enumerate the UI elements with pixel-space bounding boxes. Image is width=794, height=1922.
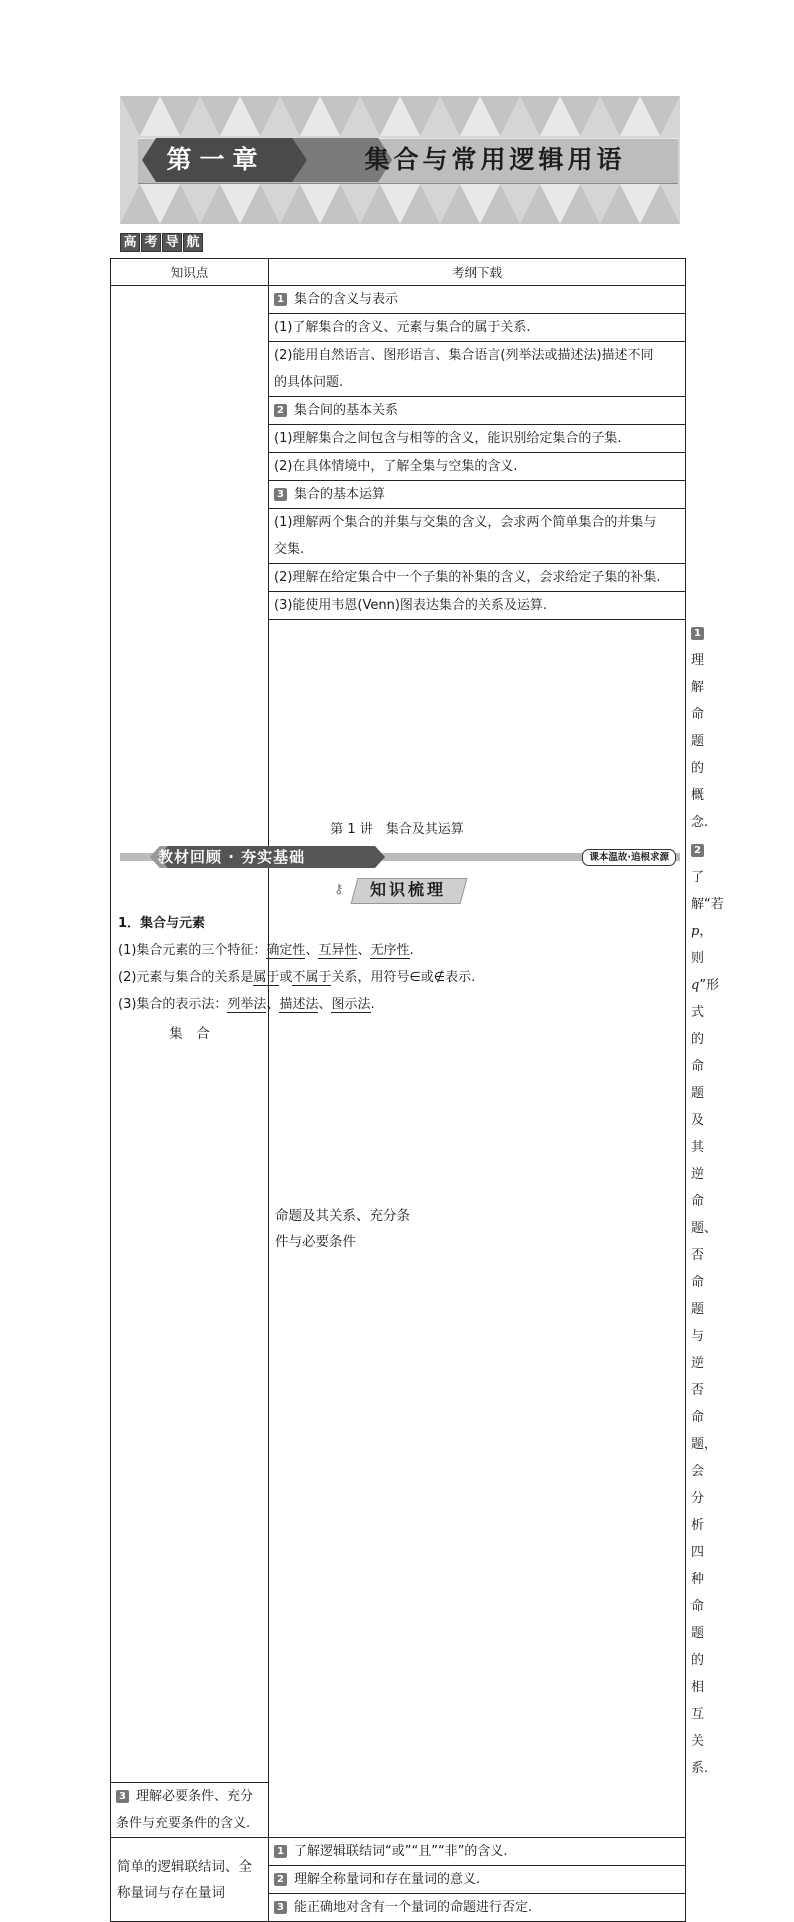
group-title-text: 集合的含义与表示: [294, 292, 399, 307]
syllabus-item: [269, 342, 686, 397]
answer-blank: 不属于: [292, 970, 332, 985]
number-badge: 2: [691, 844, 704, 857]
syllabus-item: (1)了解集合的含义、元素与集合的属于关系.: [269, 314, 686, 342]
topic-line: 件与必要条件: [275, 1233, 356, 1250]
item-text: 理解全称量词和存在量词的意义.: [294, 1872, 481, 1887]
number-badge: 2: [274, 404, 287, 417]
topic-line: 称量词与存在量词: [117, 1884, 225, 1901]
group-title: [269, 397, 686, 425]
syllabus-item: [269, 1894, 686, 1922]
answer-blank: 图示法: [331, 997, 371, 1012]
group-title-text: 集合的基本运算: [294, 487, 386, 502]
group-title-text: 集合间的基本关系: [294, 403, 399, 418]
syllabus-item: (3)能使用韦恩(Venn)图表达集合的关系及运算.: [269, 592, 686, 620]
topic-propositions: [269, 620, 686, 1838]
section-label: 教材回顾 · 夯实基础: [158, 848, 306, 866]
item-line: 的具体问题.: [274, 375, 344, 390]
item-text: 了解逻辑联结词“或”“且”“非”的含义.: [294, 1844, 508, 1859]
syllabus-item: [269, 1866, 686, 1894]
variable-q: q: [691, 978, 700, 993]
item-text: ”形式的命题及其逆命题、否命题与逆否命题，: [691, 978, 720, 1452]
syllabus-table: [110, 258, 724, 1922]
body-heading: 1．集合与元素: [118, 916, 206, 931]
number-badge: 2: [274, 1873, 287, 1886]
header-syllabus: 考纲下载: [269, 259, 686, 286]
topic-line: 命题及其关系、充分条: [275, 1207, 410, 1224]
answer-blank: 互异性: [318, 943, 358, 958]
sub-heading: [334, 876, 464, 904]
syllabus-item: (2)在具体情境中，了解全集与空集的含义.: [269, 453, 686, 481]
exam-guide-label: [120, 233, 203, 252]
syllabus-item: [269, 1838, 686, 1866]
item-text: 了解“若: [691, 870, 724, 912]
chapter-title: 集合与常用逻辑用语: [364, 145, 626, 174]
item-text: 理解必要条件、充分条件与充要条件的含义.: [116, 1789, 254, 1831]
chapter-banner: [120, 96, 680, 224]
answer-blank: 确定性: [266, 943, 306, 958]
body-line: (3)集合的表示法：列举法、描述法、图示法.: [118, 997, 375, 1012]
syllabus-item: [269, 509, 686, 564]
table-row: 2了解“若p，则q”形式的命题及其逆命题、否命题与逆否命题， 会分析四种命题的相互关系.: [691, 845, 724, 1776]
number-badge: 3: [274, 1901, 287, 1914]
key-icon: ⚷: [334, 882, 344, 897]
table-row: [111, 1838, 686, 1866]
answer-blank: 属于: [253, 970, 280, 985]
item-text: 理解命题的概念.: [691, 653, 709, 830]
syllabus-item: [111, 1783, 269, 1838]
topic-sets: 集 合: [111, 286, 269, 1783]
number-badge: 3: [274, 488, 287, 501]
syllabus-item: (2)理解在给定集合中一个子集的补集的含义，会求给定子集的补集.: [269, 564, 686, 592]
item-line: (1)理解两个集合的并集与交集的含义，会求两个简单集合的并集与: [274, 515, 657, 530]
exam-guide-char: 导: [162, 233, 182, 252]
section-tagline: 课本温故·追根求源: [582, 849, 676, 866]
item-line: (2)能用自然语言、图形语言、集合语言(列举法或描述法)描述不同: [274, 348, 654, 363]
table-header-row: [111, 259, 686, 286]
answer-blank: 列举法: [227, 997, 267, 1012]
topic-logic: [111, 1838, 269, 1922]
exam-guide-char: 高: [120, 233, 140, 252]
number-badge: 1: [274, 293, 287, 306]
sub-heading-text: 知识梳理: [369, 880, 446, 899]
topic-line: 简单的逻辑联结词、全: [117, 1858, 252, 1875]
body-text: [118, 910, 678, 1018]
chapter-tag: 第一章: [166, 145, 266, 174]
body-line: (2)元素与集合的关系是属于或不属于关系，用符号∈或∉表示.: [118, 970, 476, 985]
exam-guide-char: 航: [183, 233, 203, 252]
number-badge: 3: [116, 1790, 129, 1803]
variable-p: p: [691, 924, 700, 939]
exam-guide-char: 考: [141, 233, 161, 252]
answer-blank: 描述法: [279, 997, 319, 1012]
item-text: ，则: [691, 924, 713, 966]
section-bar: [120, 846, 680, 868]
item-text: 能正确地对含有一个量词的命题进行否定.: [294, 1900, 533, 1915]
number-badge: 1: [274, 1845, 287, 1858]
item-line: 交集.: [274, 542, 305, 557]
body-line: (1)集合元素的三个特征：确定性、互异性、无序性.: [118, 943, 414, 958]
answer-blank: 无序性: [370, 943, 410, 958]
syllabus-item: (1)理解集合之间包含与相等的含义，能识别给定集合的子集.: [269, 425, 686, 453]
lecture-title: 第 1 讲 集合及其运算: [330, 822, 464, 837]
group-title: [269, 286, 686, 314]
group-title: [269, 481, 686, 509]
header-knowledge-point: 知识点: [111, 259, 269, 286]
table-row: [111, 286, 686, 314]
number-badge: 1: [691, 627, 704, 640]
